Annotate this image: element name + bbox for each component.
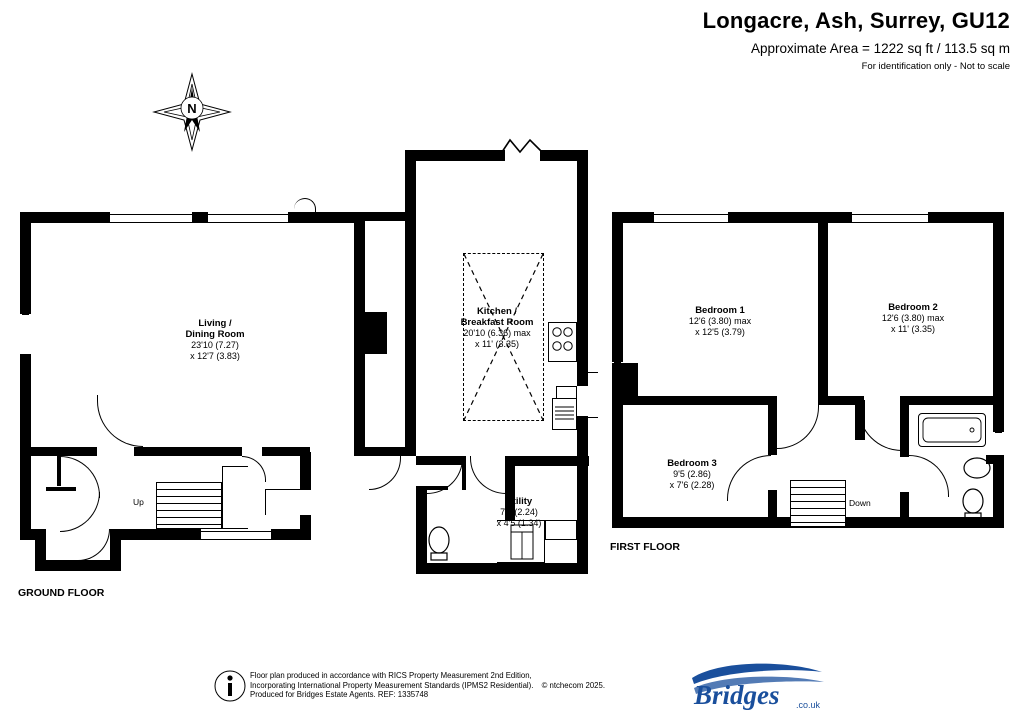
- room-label-kitchen-breakfast: Kitchen / Breakfast Room 20'10 (6.36) max x 11' (3.35): [460, 306, 534, 349]
- wall-gf-top-left: [20, 212, 110, 223]
- wall-gf-hall-top-left: [31, 447, 97, 456]
- wall-gf-bottom-mid: [121, 529, 201, 540]
- footer-line-2: Incorporating International Property Measurement Standards (IPMS2 Residential).: [250, 680, 534, 690]
- hall-cupboard-ground: [265, 489, 311, 515]
- wall-ff-left-upper: [612, 212, 623, 362]
- chimney-breast-gf: [365, 312, 387, 354]
- wall-ff-top-b: [728, 212, 852, 223]
- toilet-icon: [425, 518, 453, 562]
- room-label-living-dining: Living / Dining Room 23'10 (7.27) x 12'7 (3.83): [185, 318, 245, 361]
- header: [703, 8, 1010, 72]
- window-gf-bottom: [201, 531, 271, 540]
- wall-gf-kitchen-top-left: [405, 150, 505, 161]
- disclaimer-note: For identification only - Not to scale: [861, 61, 1010, 72]
- wall-gf-left-upper: [20, 212, 31, 314]
- area-summary: Approximate Area = 1222 sq ft / 113.5 sq m: [750, 41, 1010, 56]
- door-arc-ff-bed2: [858, 405, 902, 451]
- wall-gf-kitchen-right-lower: [577, 416, 588, 488]
- door-arc-ff-bed1: [777, 405, 819, 449]
- wall-ff-bath-stub: [986, 455, 1004, 464]
- wall-gf-connector-top: [365, 212, 405, 221]
- bathtub-inner-icon: [922, 417, 982, 443]
- footer-line-3: Produced for Bridges Estate Agents. REF: 1335748: [250, 690, 429, 700]
- wall-ff-left-lower: [612, 388, 623, 528]
- wall-gf-hall-top-mid: [134, 447, 242, 456]
- footer-text: [250, 671, 605, 700]
- wall-ff-bed1-notch: [612, 363, 638, 397]
- compass-north-label: N: [187, 101, 197, 116]
- bridges-logo-sub: .co.uk: [796, 700, 821, 710]
- door-arc-gf-living-1: [97, 395, 143, 447]
- window-gf-living-left: [22, 314, 29, 356]
- window-gf-living-top-1: [110, 214, 192, 223]
- wall-gf-kitchen-right-upper: [577, 150, 588, 370]
- window-gf-kitchen-right: [588, 372, 598, 418]
- door-arc-gf-hall-3: [60, 492, 100, 532]
- bridges-logo-text: Bridges: [694, 680, 780, 710]
- wall-ff-landing-top-right: [900, 396, 1004, 405]
- footer-line-1: Floor plan produced in accordance with RICS Property Measurement 2nd Edition,: [250, 671, 532, 680]
- wall-ff-bed1-bed2-divider: [818, 212, 828, 404]
- stairs-down-label: Down: [849, 498, 871, 508]
- wall-gf-hall-top-right: [262, 447, 310, 456]
- wall-ff-bath-left-lower: [900, 492, 909, 528]
- bridges-logo[interactable]: [690, 658, 830, 712]
- utility-appliance-icon: [510, 524, 536, 560]
- window-ff-bed1-top: [654, 214, 728, 223]
- wall-gf-living-right-fire: [354, 330, 365, 366]
- wall-gf-porch-right: [110, 529, 121, 571]
- door-arc-gf-front: [294, 198, 316, 214]
- wall-gf-living-right-lower: [354, 366, 365, 452]
- rooflight-symbol: [500, 138, 544, 154]
- first-floor-label: FIRST FLOOR: [610, 541, 680, 553]
- wall-gf-kitchen-bottom: [505, 456, 589, 466]
- wall-gf-kitchen-left: [405, 150, 416, 456]
- room-label-bedroom-3: Bedroom 3 9'5 (2.86) x 7'6 (2.28): [667, 458, 717, 490]
- compass-rose: [150, 70, 234, 154]
- wall-gf-bottom-utility: [416, 563, 588, 574]
- wall-gf-porch-bottom: [35, 560, 110, 571]
- door-leaf-gf-utility: [462, 456, 466, 490]
- wall-gf-top-mid: [192, 212, 208, 223]
- toilet-icon-ff: [958, 486, 988, 522]
- room-label-utility: Utility 7'4 (2.24) x 4'5 (1.34): [496, 496, 542, 528]
- window-gf-living-top-2: [208, 214, 288, 223]
- door-leaf-gf-wc: [416, 486, 448, 490]
- stairs-up-label: Up: [133, 497, 144, 507]
- wall-gf-kitchen-right-mid: [577, 370, 588, 386]
- door-arc-gf-porch: [76, 529, 110, 561]
- wall-gf-utility-right: [577, 488, 588, 574]
- wall-gf-living-right-upper: [354, 212, 365, 330]
- ground-floor-label: GROUND FLOOR: [18, 587, 105, 599]
- room-label-bedroom-1: Bedroom 1 12'6 (3.80) max x 12'5 (3.79): [688, 305, 752, 337]
- door-leaf-gf-hall-a: [46, 487, 76, 491]
- window-ff-bed2-top: [852, 214, 928, 223]
- wall-ff-landing-top-left: [623, 396, 777, 405]
- appliance-lines-icon: [555, 404, 574, 424]
- door-leaf-gf-hall-b: [57, 456, 61, 486]
- door-arc-gf-kitchen-1: [369, 456, 401, 490]
- door-arc-gf-utility: [470, 456, 506, 494]
- room-label-bedroom-2: Bedroom 2 12'6 (3.80) max x 11' (3.35): [881, 302, 945, 334]
- door-leaf-ff-bed1: [773, 405, 777, 445]
- wall-gf-left-lower: [20, 354, 31, 540]
- page-title: Longacre, Ash, Surrey, GU12: [702, 8, 1010, 33]
- info-icon: [214, 668, 254, 708]
- door-arc-ff-bath: [909, 455, 949, 497]
- stair-landing-ground: [222, 466, 248, 529]
- footer-copyright: © ntchecom 2025.: [541, 680, 606, 690]
